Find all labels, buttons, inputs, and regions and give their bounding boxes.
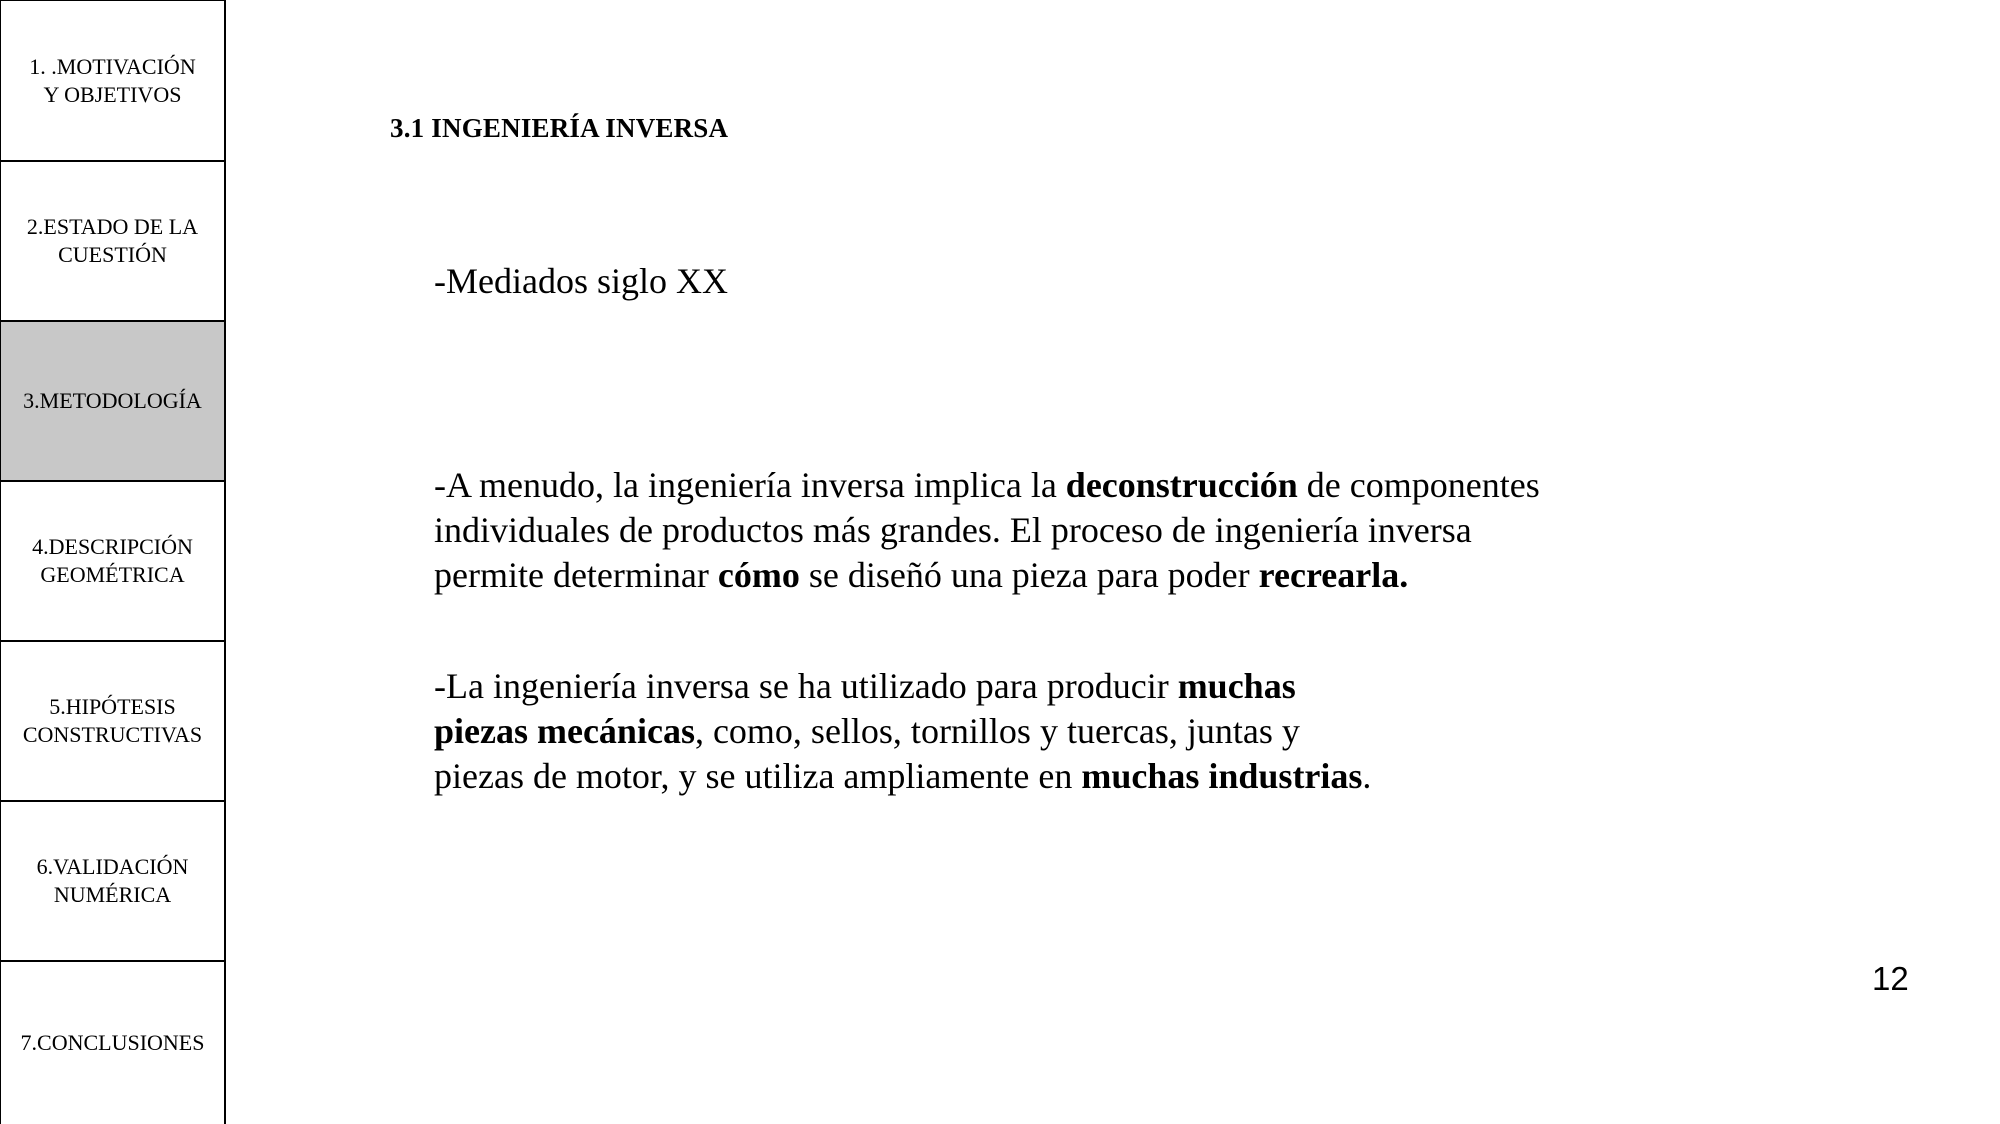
bullet-line (434, 754, 1634, 799)
bold-text: muchas (1177, 666, 1296, 706)
sidebar-item-metodologia[interactable]: 3.METODOLOGÍA (0, 322, 224, 482)
sidebar-item-validacion[interactable]: 6.VALIDACIÓN NUMÉRICA (0, 802, 224, 962)
section-title: 3.1 INGENIERÍA INVERSA (390, 113, 729, 143)
sidebar-nav (0, 0, 226, 1124)
bullet-piezas-mecanicas (434, 664, 1634, 799)
bold-text: piezas mecánicas (434, 711, 695, 751)
bold-text: deconstrucción (1065, 465, 1298, 505)
bullet-line (434, 709, 1634, 754)
text-run: -La ingeniería inversa se ha utilizado para producir (434, 666, 1178, 706)
sidebar-item-conclusiones[interactable]: 7.CONCLUSIONES (0, 962, 224, 1124)
bullet-line (434, 553, 1684, 598)
text-run: -A menudo, la ingeniería inversa implica la (434, 465, 1066, 505)
bold-text: recrearla. (1258, 555, 1409, 595)
text-run: , como, sellos, tornillos y tuercas, juntas y (694, 711, 1300, 751)
sidebar-item-hipotesis[interactable]: 5.HIPÓTESIS CONSTRUCTIVAS (0, 642, 224, 802)
bullet-line (434, 664, 1634, 709)
bold-text: muchas industrias (1081, 756, 1363, 796)
bold-text: cómo (717, 555, 800, 595)
text-run: . (1362, 756, 1372, 796)
bullet-line (434, 463, 1684, 508)
bullet-mediados: -Mediados siglo XX (434, 261, 728, 301)
text-run: piezas de motor, y se utiliza ampliamente en (434, 756, 1082, 796)
text-run: de componentes (1297, 465, 1540, 505)
text-run: se diseñó una pieza para poder (799, 555, 1259, 595)
sidebar-item-motivacion[interactable]: 1. .MOTIVACIÓN Y OBJETIVOS (0, 0, 224, 162)
sidebar-item-descripcion[interactable]: 4.DESCRIPCIÓN GEOMÉTRICA (0, 482, 224, 642)
text-run: permite determinar (434, 555, 718, 595)
page-number: 12 (1872, 960, 1909, 997)
bullet-line: individuales de productos más grandes. El proceso de ingeniería inversa (434, 510, 1472, 550)
bullet-deconstruccion (434, 463, 1684, 598)
sidebar-item-estado[interactable]: 2.ESTADO DE LA CUESTIÓN (0, 162, 224, 322)
